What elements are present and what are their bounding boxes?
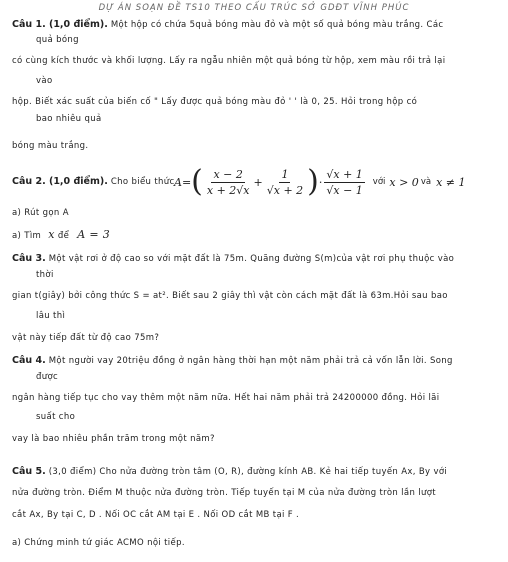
part-b-x: x <box>48 228 55 241</box>
question-5-text-1: (3,0 điểm) Cho nửa đường tròn tâm (O, R), đường kính AB. Kẻ hai tiếp tuyến Ax, By với <box>48 467 448 477</box>
question-1-title: Câu 1. (1,0 điểm). <box>12 19 108 30</box>
condition-x-positive: x > 0 <box>389 175 419 189</box>
question-1-line-4: vào <box>36 76 53 86</box>
question-2-intro-line <box>12 176 175 187</box>
question-5-line-2: nửa đường tròn. Điểm M thuộc nửa đường tròn. Tiếp tuyến tại M của nửa đường tròn lần lượt <box>12 488 436 498</box>
left-paren: ( <box>191 164 203 199</box>
question-1-line-7: bóng màu trắng. <box>12 141 89 151</box>
expression-A <box>174 162 465 202</box>
question-1-line-1 <box>12 19 443 30</box>
condition-with: với <box>372 177 386 187</box>
question-4-line-2: được <box>36 372 59 382</box>
part-b-prefix: a) Tìm <box>12 231 42 241</box>
question-4-line-5: vay là bao nhiêu phần trăm trong một năm? <box>12 434 215 444</box>
question-1-text-1: Một hộp có chứa 5quả bóng màu đỏ và một số quả bóng màu trắng. Các <box>110 20 444 30</box>
question-3-title: Câu 3. <box>12 253 46 264</box>
question-5-line-3: cắt Ax, By tại C, D . Nối OC cắt AM tại E . Nối OD cắt MB tại F . <box>12 510 300 520</box>
question-2-intro: Cho biểu thức <box>110 177 175 187</box>
question-1-line-5: hộp. Biết xác suất của biến cố " Lấy được quả bóng màu đỏ ' ' là 0, 25. Hỏi trong hộp có <box>12 97 418 107</box>
question-1-line-2: quả bóng <box>36 35 79 45</box>
part-b-for: để <box>57 231 70 241</box>
question-3-line-1 <box>12 253 454 264</box>
multiply-dot: · <box>318 175 323 189</box>
question-4-line-4: suất cho <box>36 412 76 422</box>
question-2-title: Câu 2. (1,0 điểm). <box>12 176 108 187</box>
question-5-title: Câu 5. <box>12 466 46 477</box>
question-5-line-4: a) Chứng minh tứ giác ACMO nội tiếp. <box>12 538 185 548</box>
question-2-part-a: a) Rút gọn A <box>12 208 69 218</box>
question-4-line-1 <box>12 355 453 366</box>
question-3-line-4: lâu thì <box>36 311 66 321</box>
fraction-2-numerator: 1 <box>281 167 289 181</box>
fraction-1-denominator: x + 2√x <box>206 183 250 197</box>
question-4-line-3: ngân hàng tiếp tục cho vay thêm một năm nữa. Hết hai năm phải trả 24200000 đồng. Hỏi lãi <box>12 393 440 403</box>
fraction-1 <box>205 168 252 197</box>
question-3-line-2: thời <box>36 270 54 280</box>
fraction-3 <box>324 168 364 197</box>
question-4-title: Câu 4. <box>12 355 46 366</box>
plus-sign: + <box>253 175 263 189</box>
fraction-3-denominator: √x − 1 <box>326 183 363 197</box>
question-2-part-b <box>12 228 110 241</box>
document-header: DỰ ÁN SOẠN ĐỀ TS10 THEO CẤU TRÚC SỞ GDĐT VĨNH PHÚC <box>98 3 410 13</box>
question-4-text-1: Một người vay 20triệu đồng ở ngân hàng thời hạn một năm phải trả cả vốn lẫn lời. Song <box>48 356 453 366</box>
question-3-line-3: gian t(giây) bởi công thức S = at². Biết sau 2 giây thì vật còn cách mặt đất là 63m.Hỏi sau bao <box>12 291 448 301</box>
question-3-text-1: Một vật rơi ở độ cao so với mặt đất là 75m. Quãng đường S(m)của vật rơi phụ thuộc vào <box>48 254 455 264</box>
condition-x-not-1: x ≠ 1 <box>436 175 466 189</box>
fraction-2-denominator: √x + 2 <box>266 183 304 197</box>
part-b-condition: A = 3 <box>77 228 111 241</box>
fraction-2 <box>265 168 305 197</box>
question-1-line-3: có cùng kích thước và khối lượng. Lấy ra ngẫu nhiên một quả bóng từ hộp, xem màu rồi trả lại <box>12 56 446 66</box>
question-1-line-6: bao nhiêu quả <box>36 114 102 124</box>
question-5-line-1 <box>12 466 447 477</box>
fraction-3-numerator: √x + 1 <box>326 167 363 181</box>
question-3-line-5: vật này tiếp đất từ độ cao 75m? <box>12 333 160 343</box>
right-paren: ) <box>307 164 319 199</box>
condition-and: và <box>420 177 432 187</box>
fraction-1-numerator: x − 2 <box>213 167 243 181</box>
formula-lhs: A= <box>174 175 192 189</box>
